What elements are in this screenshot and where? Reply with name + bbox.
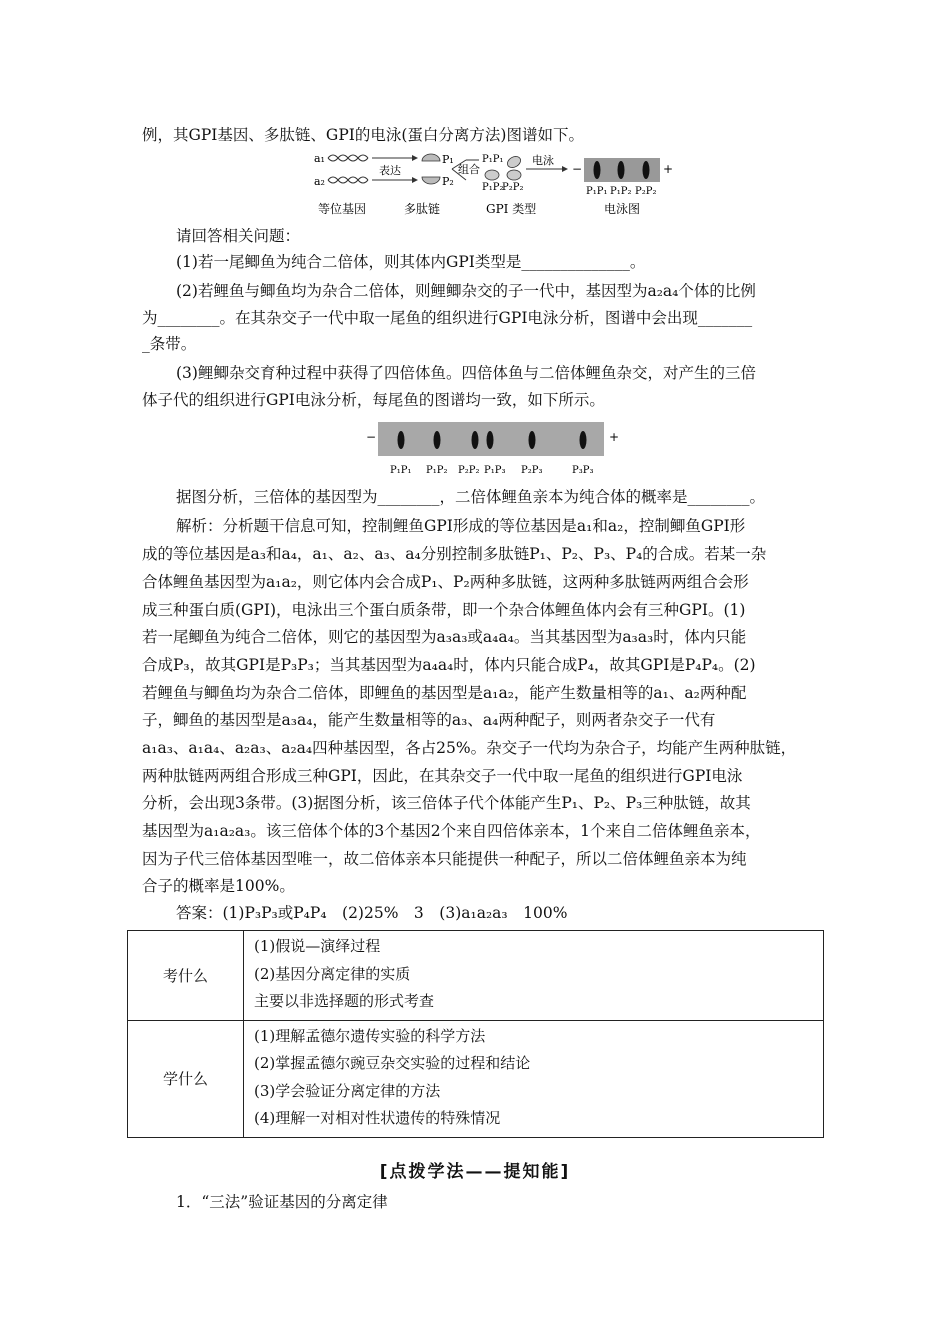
analysis-line: 合子的概率是100%。 xyxy=(142,877,295,895)
table-row xyxy=(128,1020,824,1137)
gel2-minus: − xyxy=(366,430,377,444)
table-row xyxy=(128,931,824,1021)
summary-table xyxy=(127,930,824,1138)
gel2-label: P₁P₃ xyxy=(484,465,506,476)
gel-plus: + xyxy=(663,162,674,176)
section-heading: [点拨学法——提知能] xyxy=(379,1162,571,1182)
answer: 答案：(1)P₃P₃或P₄P₄ (2)25% 3 (3)a₁a₂a₃ 100% xyxy=(176,904,568,922)
combine-label: 组合 xyxy=(458,163,480,176)
analysis-line: 成三种蛋白质(GPI)，电泳出三个蛋白质条带，即一个杂合体鲤鱼体内会有三种GPI。(1) xyxy=(142,601,746,619)
list-item: (1)理解孟德尔遗传实验的科学方法 xyxy=(254,1026,486,1045)
analysis-line: 子，鲫鱼的基因型是a₃a₄，能产生数量相等的a₃、a₄两种配子，则两者杂交子一代有 xyxy=(142,711,716,729)
question-3-line2: 体子代的组织进行GPI电泳分析，每尾鱼的图谱均一致，如下所示。 xyxy=(142,391,605,409)
row-content xyxy=(244,1020,824,1137)
gel2-band xyxy=(580,431,587,449)
analysis-line: 合成P₃，故其GPI是P₃P₃；当其基因型为a₄a₄时，体内只能合成P₄，故其GPI是P₄P₄。(2) xyxy=(142,656,756,674)
electro-label: 电泳 xyxy=(532,154,554,167)
paragraph-intro: 例，其GPI基因、多肽链、GPI的电泳(蛋白分离方法)图谱如下。 xyxy=(142,126,584,144)
gel-band xyxy=(643,161,650,179)
p1-label: P₁ xyxy=(442,153,454,166)
gpi-p1p1-label: P₁P₁ xyxy=(482,154,504,165)
allele-a2-label: a₂ xyxy=(314,175,325,188)
gpi-diagram xyxy=(314,150,672,220)
list-item: (2)基因分离定律的实质 xyxy=(254,964,411,983)
gel-band xyxy=(594,161,601,179)
gel2-plus: + xyxy=(609,430,620,444)
analysis-line: 若鲤鱼与鲫鱼均为杂合二倍体，即鲤鱼的基因型是a₁a₂，能产生数量相等的a₁、a₂两种配 xyxy=(142,684,747,702)
item-1: 1．“三法”验证基因的分离定律 xyxy=(176,1193,388,1211)
gpi-p1p2-label: P₁P₂ xyxy=(482,182,504,193)
list-item: (4)理解一对相对性状遗传的特殊情况 xyxy=(254,1109,501,1127)
gel-minus: − xyxy=(572,162,583,176)
gel2-label: P₁P₂ xyxy=(426,465,448,476)
allele-a1-label: a₁ xyxy=(314,152,325,165)
question-3-ask: 据图分析，三倍体的基因型为________，二倍体鲤鱼亲本为纯合体的概率是________。 xyxy=(176,488,766,506)
label-allele: 等位基因 xyxy=(318,202,367,216)
gel2-label: P₂P₃ xyxy=(521,465,543,476)
list-item: (2)掌握孟德尔豌豆杂交实验的过程和结论 xyxy=(254,1054,531,1072)
gel2-label: P₃P₃ xyxy=(572,465,594,476)
row-label-what-to-learn: 学什么 xyxy=(128,1020,244,1137)
dna-helix-icon xyxy=(328,155,368,183)
gel-band xyxy=(618,161,625,179)
gel-p2p2-label: P₂P₂ xyxy=(635,186,657,197)
gel-p1p2-label: P₁P₂ xyxy=(610,186,632,197)
analysis-line: 因为子代三倍体基因型唯一，故二倍体亲本只能提供一种配子，所以二倍体鲤鱼亲本为纯 xyxy=(142,850,747,868)
analysis-line: 合体鲤鱼基因型为a₁a₂，则它体内会合成P₁、P₂两种多肽链，这两种多肽链两两组合会形 xyxy=(142,573,749,591)
question-3-line1: (3)鲤鲫杂交育种过程中获得了四倍体鱼。四倍体鱼与二倍体鲤鱼杂交，对产生的三倍 xyxy=(176,364,756,382)
gpi-p2p2-label: P₂P₂ xyxy=(502,182,524,193)
label-gpi-type: GPI 类型 xyxy=(486,202,537,216)
analysis-line: 两种肽链两两组合形成三种GPI，因此，在其杂交子一代中取一尾鱼的组织进行GPI电泳 xyxy=(142,767,743,785)
gel2-label: P₁P₁ xyxy=(390,465,412,476)
question-2-line2: 为________。在其杂交子一代中取一尾鱼的组织进行GPI电泳分析，图谱中会出现_______ xyxy=(142,309,753,327)
analysis-line: 成的等位基因是a₃和a₄，a₁、a₂、a₃、a₄分别控制多肽链P₁、P₂、P₃、P₄的合成。若某一杂 xyxy=(142,545,767,563)
express-label: 表达 xyxy=(379,164,401,177)
row-label-what-to-test: 考什么 xyxy=(128,931,244,1021)
p2-label: P₂ xyxy=(442,175,454,188)
list-item: (3)学会验证分离定律的方法 xyxy=(254,1081,441,1100)
question-1: (1)若一尾鲫鱼为纯合二倍体，则其体内GPI类型是______________。 xyxy=(176,253,646,271)
gel2-band xyxy=(472,431,479,449)
gel-p1p1-label: P₁P₁ xyxy=(586,186,608,197)
gel2-label: P₂P₂ xyxy=(458,465,480,476)
gel2-band xyxy=(434,431,441,449)
label-gel: 电泳图 xyxy=(604,202,641,216)
analysis-line: 分析，会出现3条带。(3)据图分析，该三倍体子代个体能产生P₁、P₂、P₃三种肽链，故其 xyxy=(142,794,751,812)
analysis-line: a₁a₃、a₁a₄、a₂a₃、a₂a₄四种基因型，各占25%。杂交子一代均为杂合子，均能产生两种肽链， xyxy=(142,739,797,757)
analysis-line: 解析：分析题干信息可知，控制鲤鱼GPI形成的等位基因是a₁和a₂，控制鲫鱼GPI形 xyxy=(176,517,746,535)
gel2-band xyxy=(398,431,405,449)
gel2-band xyxy=(487,431,494,449)
prompt: 请回答相关问题： xyxy=(176,227,301,245)
gel2-band xyxy=(529,431,536,449)
analysis-line: 若一尾鲫鱼为纯合二倍体，则它的基因型为a₃a₃或a₄a₄。当其基因型为a₃a₃时，体内只能 xyxy=(142,628,747,646)
question-2-line1: (2)若鲤鱼与鲫鱼均为杂合二倍体，则鲤鲫杂交的子一代中，基因型为a₂a₄个体的比例 xyxy=(176,282,756,300)
list-item: (1)假说—演绎过程 xyxy=(254,937,381,955)
analysis-line: 基因型为a₁a₂a₃。该三倍体个体的3个基因2个来自四倍体亲本，1个来自二倍体鲤鱼亲本， xyxy=(142,822,761,840)
triploid-gel-figure xyxy=(366,420,618,482)
peptide-icon xyxy=(422,154,440,184)
list-item: 主要以非选择题的形式考查 xyxy=(254,992,435,1010)
row-content xyxy=(244,931,824,1021)
question-2-line3: _条带。 xyxy=(142,335,197,353)
label-peptide: 多肽链 xyxy=(404,202,441,216)
